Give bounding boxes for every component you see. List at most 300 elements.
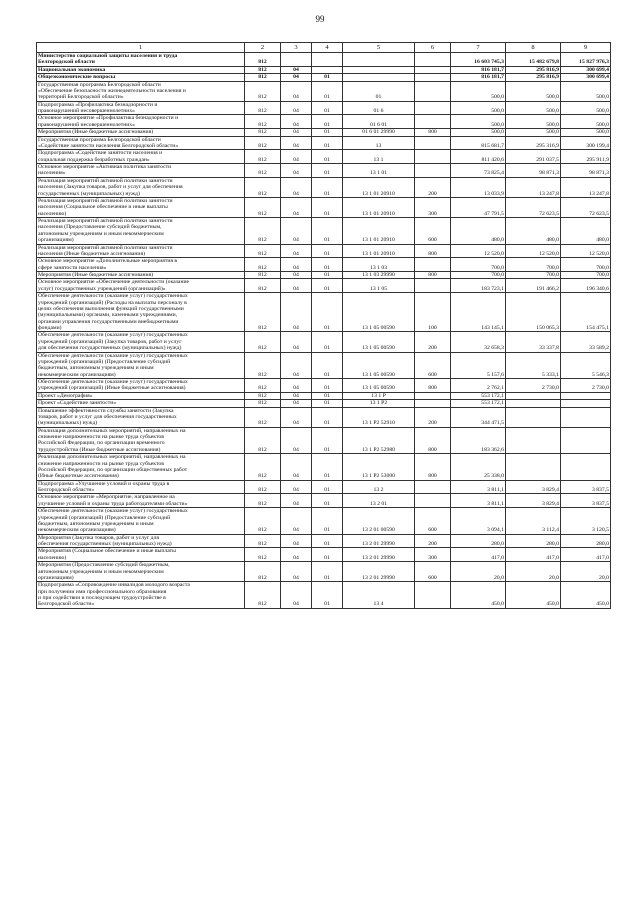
expense-type-code: 100 bbox=[415, 293, 451, 332]
amount-year-3: 15 827 976,3 bbox=[561, 53, 611, 67]
column-header: 6 bbox=[415, 43, 451, 53]
row-name: Мероприятия (Социальное обеспечение и иные выплаты населению) bbox=[37, 548, 245, 562]
amount-year-1: 20,0 bbox=[451, 562, 506, 582]
table-row bbox=[37, 115, 611, 129]
amount-year-1: 500,0 bbox=[451, 101, 506, 115]
admin-code: 812 bbox=[245, 129, 281, 136]
table-row bbox=[37, 379, 611, 393]
subsection-code: 01 bbox=[312, 150, 343, 164]
target-article-code bbox=[343, 66, 415, 73]
amount-year-2: 3 829,4 bbox=[506, 494, 561, 508]
section-code: 04 bbox=[281, 427, 312, 454]
amount-year-1: 13 033,9 bbox=[451, 177, 506, 197]
admin-code: 812 bbox=[245, 66, 281, 73]
section-code: 04 bbox=[281, 272, 312, 279]
table-row bbox=[37, 494, 611, 508]
admin-code: 812 bbox=[245, 392, 281, 399]
table-row bbox=[37, 480, 611, 494]
section-code: 04 bbox=[281, 400, 312, 407]
amount-year-2 bbox=[506, 427, 561, 454]
row-name: Обеспечение деятельности (оказание услуг) государственных учреждений (организаций) (Иные бюджетные ассигнования) bbox=[37, 379, 245, 393]
amount-year-2 bbox=[506, 400, 561, 407]
admin-code: 812 bbox=[245, 508, 281, 535]
admin-code: 812 bbox=[245, 244, 281, 258]
admin-code: 812 bbox=[245, 279, 281, 293]
row-name: Реализация дополнительных мероприятий, направленных на снижение напряженности на рынке труда субъектов Российской Федерации, по организации временного трудоустройства (Иные бюджетные ассигнования) bbox=[37, 427, 245, 454]
subsection-code: 01 bbox=[312, 454, 343, 481]
amount-year-2: 700,0 bbox=[506, 272, 561, 279]
amount-year-1: 2 762,1 bbox=[451, 379, 506, 393]
amount-year-1: 417,0 bbox=[451, 548, 506, 562]
amount-year-3 bbox=[561, 407, 611, 427]
table-row bbox=[37, 101, 611, 115]
expense-type-code: 800 bbox=[415, 244, 451, 258]
expense-type-code bbox=[415, 74, 451, 81]
row-name: Подпрограмма «Сопровождение инвалидов молодого возраста при получении ими профессионального образования и при содействии в последующем трудоустройстве в Белгородской области» bbox=[37, 582, 245, 609]
admin-code: 812 bbox=[245, 352, 281, 379]
amount-year-3 bbox=[561, 427, 611, 454]
table-row bbox=[37, 562, 611, 582]
section-code: 04 bbox=[281, 81, 312, 101]
target-article-code: 13 1 01 20910 bbox=[343, 218, 415, 245]
amount-year-1: 3 811,1 bbox=[451, 494, 506, 508]
admin-code: 812 bbox=[245, 197, 281, 217]
target-article-code: 13 1 05 00590 bbox=[343, 332, 415, 352]
table-row bbox=[37, 164, 611, 178]
row-name: Подпрограмма «Содействие занятости населения и социальная поддержка безработных граждан» bbox=[37, 150, 245, 164]
table-row bbox=[37, 177, 611, 197]
subsection-code: 01 bbox=[312, 293, 343, 332]
table-row bbox=[37, 279, 611, 293]
table-row bbox=[37, 400, 611, 407]
subsection-code: 01 bbox=[312, 177, 343, 197]
amount-year-2: 33 337,8 bbox=[506, 332, 561, 352]
amount-year-2: 20,0 bbox=[506, 562, 561, 582]
row-name: Мероприятия (Предоставление субсидий бюджетным, автономным учреждениям и иным некоммерческим организациям) bbox=[37, 562, 245, 582]
column-header: 8 bbox=[506, 43, 561, 53]
column-header: 7 bbox=[451, 43, 506, 53]
expense-type-code: 300 bbox=[415, 548, 451, 562]
amount-year-2 bbox=[506, 392, 561, 399]
subsection-code: 01 bbox=[312, 427, 343, 454]
amount-year-2: 13 247,8 bbox=[506, 177, 561, 197]
amount-year-1: 700,0 bbox=[451, 258, 506, 272]
target-article-code: 13 4 bbox=[343, 582, 415, 609]
amount-year-3: 154 475,1 bbox=[561, 293, 611, 332]
subsection-code bbox=[312, 53, 343, 67]
target-article-code: 13 1 05 00590 bbox=[343, 379, 415, 393]
target-article-code: 13 1 01 bbox=[343, 164, 415, 178]
target-article-code: 13 2 01 bbox=[343, 494, 415, 508]
expense-type-code bbox=[415, 164, 451, 178]
target-article-code: 13 1 05 00590 bbox=[343, 352, 415, 379]
admin-code: 812 bbox=[245, 74, 281, 81]
target-article-code: 13 1 P2 53000 bbox=[343, 454, 415, 481]
amount-year-3: 700,0 bbox=[561, 272, 611, 279]
amount-year-3: 450,0 bbox=[561, 582, 611, 609]
target-article-code: 01 bbox=[343, 81, 415, 101]
admin-code: 812 bbox=[245, 258, 281, 272]
admin-code: 812 bbox=[245, 218, 281, 245]
row-name: Мероприятия (Закупка товаров, работ и услуг для обеспечения государственных (муниципальных) нужд) bbox=[37, 534, 245, 548]
target-article-code bbox=[343, 74, 415, 81]
section-code: 04 bbox=[281, 129, 312, 136]
amount-year-2: 295 316,9 bbox=[506, 136, 561, 150]
column-header: 9 bbox=[561, 43, 611, 53]
expense-type-code bbox=[415, 150, 451, 164]
row-name: Реализация мероприятий активной политики занятости населения (Иные бюджетные ассигнования) bbox=[37, 244, 245, 258]
table-row bbox=[37, 407, 611, 427]
expense-type-code bbox=[415, 66, 451, 73]
amount-year-1: 3 094,1 bbox=[451, 508, 506, 535]
amount-year-2: 500,0 bbox=[506, 129, 561, 136]
amount-year-3: 3 120,5 bbox=[561, 508, 611, 535]
amount-year-1: 5 157,6 bbox=[451, 352, 506, 379]
subsection-code: 01 bbox=[312, 81, 343, 101]
admin-code: 812 bbox=[245, 293, 281, 332]
admin-code: 812 bbox=[245, 81, 281, 101]
amount-year-1: 3 811,1 bbox=[451, 480, 506, 494]
amount-year-1: 32 658,3 bbox=[451, 332, 506, 352]
amount-year-1: 344 471,5 bbox=[451, 407, 506, 427]
admin-code: 812 bbox=[245, 427, 281, 454]
amount-year-2: 15 482 679,8 bbox=[506, 53, 561, 67]
target-article-code: 13 bbox=[343, 136, 415, 150]
table-header-row bbox=[37, 43, 611, 53]
amount-year-1: 816 181,7 bbox=[451, 74, 506, 81]
target-article-code: 13 1 01 20910 bbox=[343, 244, 415, 258]
section-code: 04 bbox=[281, 279, 312, 293]
expense-type-code bbox=[415, 392, 451, 399]
amount-year-3 bbox=[561, 392, 611, 399]
target-article-code: 01 6 01 29990 bbox=[343, 129, 415, 136]
subsection-code: 01 bbox=[312, 332, 343, 352]
expense-type-code: 200 bbox=[415, 177, 451, 197]
row-name: Министерство социальной защиты населения и труда Белгородской области bbox=[37, 53, 245, 67]
amount-year-2: 3 829,4 bbox=[506, 480, 561, 494]
subsection-code: 01 bbox=[312, 392, 343, 399]
target-article-code: 13 1 03 bbox=[343, 258, 415, 272]
expense-type-code bbox=[415, 136, 451, 150]
section-code: 04 bbox=[281, 352, 312, 379]
expense-type-code bbox=[415, 400, 451, 407]
amount-year-3 bbox=[561, 400, 611, 407]
amount-year-3: 20,0 bbox=[561, 562, 611, 582]
target-article-code: 13 2 01 29990 bbox=[343, 548, 415, 562]
column-header: 2 bbox=[245, 43, 281, 53]
admin-code: 812 bbox=[245, 272, 281, 279]
table-row bbox=[37, 534, 611, 548]
table-row bbox=[37, 66, 611, 73]
admin-code: 812 bbox=[245, 494, 281, 508]
amount-year-3: 295 911,9 bbox=[561, 150, 611, 164]
subsection-code: 01 bbox=[312, 115, 343, 129]
table-row bbox=[37, 74, 611, 81]
expense-type-code: 800 bbox=[415, 454, 451, 481]
section-code: 04 bbox=[281, 582, 312, 609]
expense-type-code bbox=[415, 279, 451, 293]
amount-year-2: 150 065,3 bbox=[506, 293, 561, 332]
section-code bbox=[281, 53, 312, 67]
amount-year-3: 480,0 bbox=[561, 218, 611, 245]
admin-code: 812 bbox=[245, 115, 281, 129]
amount-year-2: 500,0 bbox=[506, 101, 561, 115]
amount-year-3: 500,0 bbox=[561, 101, 611, 115]
row-name: Реализация мероприятий активной политики занятости населения (Закупка товаров, работ и услуг для обеспечения государственных (муниципальных) нужд) bbox=[37, 177, 245, 197]
section-code: 04 bbox=[281, 74, 312, 81]
admin-code: 812 bbox=[245, 407, 281, 427]
amount-year-1: 183 362,6 bbox=[451, 427, 506, 454]
section-code: 04 bbox=[281, 164, 312, 178]
amount-year-2: 12 520,0 bbox=[506, 244, 561, 258]
admin-code: 812 bbox=[245, 480, 281, 494]
subsection-code: 01 bbox=[312, 218, 343, 245]
row-name: Основное мероприятие «Дополнительные мероприятия в сфере занятости населения» bbox=[37, 258, 245, 272]
admin-code: 812 bbox=[245, 400, 281, 407]
amount-year-2: 500,0 bbox=[506, 115, 561, 129]
amount-year-2: 480,0 bbox=[506, 218, 561, 245]
subsection-code: 01 bbox=[312, 101, 343, 115]
amount-year-3: 280,0 bbox=[561, 534, 611, 548]
section-code: 04 bbox=[281, 562, 312, 582]
amount-year-3: 300 699,4 bbox=[561, 66, 611, 73]
target-article-code: 13 2 01 00590 bbox=[343, 508, 415, 535]
admin-code: 812 bbox=[245, 454, 281, 481]
admin-code: 812 bbox=[245, 534, 281, 548]
amount-year-2: 700,0 bbox=[506, 258, 561, 272]
expense-type-code bbox=[415, 494, 451, 508]
expense-type-code bbox=[415, 81, 451, 101]
expense-type-code: 200 bbox=[415, 407, 451, 427]
target-article-code: 13 2 01 29990 bbox=[343, 534, 415, 548]
amount-year-2: 98 871,3 bbox=[506, 164, 561, 178]
section-code: 04 bbox=[281, 244, 312, 258]
expense-type-code bbox=[415, 582, 451, 609]
subsection-code: 01 bbox=[312, 74, 343, 81]
amount-year-2: 2 730,0 bbox=[506, 379, 561, 393]
amount-year-1: 450,0 bbox=[451, 582, 506, 609]
target-article-code bbox=[343, 53, 415, 67]
section-code: 04 bbox=[281, 332, 312, 352]
expense-type-code bbox=[415, 115, 451, 129]
table-row bbox=[37, 392, 611, 399]
subsection-code: 01 bbox=[312, 494, 343, 508]
section-code: 04 bbox=[281, 392, 312, 399]
row-name: Реализация дополнительных мероприятий, направленных на снижение напряженности на рынке труда субъектов Российской Федерации, по организации общественных работ (Иные бюджетные ассигнования) bbox=[37, 454, 245, 481]
table-row bbox=[37, 81, 611, 101]
target-article-code: 13 1 P bbox=[343, 392, 415, 399]
amount-year-1: 73 825,4 bbox=[451, 164, 506, 178]
target-article-code: 13 1 05 00590 bbox=[343, 293, 415, 332]
row-name: Государственная программа Белгородской области «Содействие занятости населения Белгородской области» bbox=[37, 136, 245, 150]
target-article-code: 13 1 05 bbox=[343, 279, 415, 293]
column-header: 5 bbox=[343, 43, 415, 53]
amount-year-2: 295 816,9 bbox=[506, 66, 561, 73]
admin-code: 812 bbox=[245, 177, 281, 197]
target-article-code: 01 6 01 bbox=[343, 115, 415, 129]
table-row bbox=[37, 197, 611, 217]
expense-type-code: 800 bbox=[415, 427, 451, 454]
subsection-code: 01 bbox=[312, 244, 343, 258]
subsection-code: 01 bbox=[312, 379, 343, 393]
row-name: Реализация мероприятий активной политики занятости населения (Социальное обеспечение и иные выплаты населению) bbox=[37, 197, 245, 217]
target-article-code: 13 1 P2 bbox=[343, 400, 415, 407]
expense-type-code bbox=[415, 258, 451, 272]
amount-year-1: 47 791,5 bbox=[451, 197, 506, 217]
table-row bbox=[37, 293, 611, 332]
amount-year-1: 25 338,0 bbox=[451, 454, 506, 481]
admin-code: 812 bbox=[245, 548, 281, 562]
amount-year-1: 700,0 bbox=[451, 272, 506, 279]
row-name: Обеспечение деятельности (оказание услуг) государственных учреждений (организаций) (Предоставление субсидий бюджетным, автономным учреждениям и иным некоммерческим организациям) bbox=[37, 508, 245, 535]
table-row bbox=[37, 508, 611, 535]
amount-year-1: 500,0 bbox=[451, 115, 506, 129]
row-name: Подпрограмма «Улучшение условий и охраны труда в Белгородской области» bbox=[37, 480, 245, 494]
subsection-code: 01 bbox=[312, 407, 343, 427]
table-row bbox=[37, 272, 611, 279]
amount-year-3: 700,0 bbox=[561, 258, 611, 272]
expense-type-code: 300 bbox=[415, 197, 451, 217]
target-article-code: 13 1 P2 52980 bbox=[343, 427, 415, 454]
amount-year-3: 98 871,3 bbox=[561, 164, 611, 178]
amount-year-1: 12 520,0 bbox=[451, 244, 506, 258]
amount-year-3 bbox=[561, 454, 611, 481]
row-name: Обеспечение деятельности (оказание услуг) государственных учреждений (организаций) (Расходы на выплаты персоналу в целях обеспечения выполнения функций государственными (муниципальными) органами, казенными учреждениями, органами управления государственными внебюджетными фондами) bbox=[37, 293, 245, 332]
expense-type-code bbox=[415, 480, 451, 494]
target-article-code: 13 1 P2 52910 bbox=[343, 407, 415, 427]
section-code: 04 bbox=[281, 136, 312, 150]
expense-type-code: 800 bbox=[415, 272, 451, 279]
section-code: 04 bbox=[281, 150, 312, 164]
amount-year-3: 33 589,2 bbox=[561, 332, 611, 352]
amount-year-3: 3 837,5 bbox=[561, 480, 611, 494]
amount-year-3: 500,0 bbox=[561, 81, 611, 101]
column-header: 1 bbox=[37, 43, 245, 53]
row-name: Основное мероприятие «Активная политика занятости населения» bbox=[37, 164, 245, 178]
subsection-code: 01 bbox=[312, 562, 343, 582]
amount-year-3: 500,0 bbox=[561, 129, 611, 136]
amount-year-1: 553 172,1 bbox=[451, 392, 506, 399]
amount-year-2: 72 623,5 bbox=[506, 197, 561, 217]
target-article-code: 13 1 01 20910 bbox=[343, 177, 415, 197]
target-article-code: 13 1 01 20910 bbox=[343, 197, 415, 217]
subsection-code: 01 bbox=[312, 534, 343, 548]
table-body bbox=[37, 53, 611, 609]
row-name: Повышение эффективности службы занятости (Закупка товаров, работ и услуг для обеспечения государственных (муниципальных) нужд) bbox=[37, 407, 245, 427]
section-code: 04 bbox=[281, 454, 312, 481]
section-code: 04 bbox=[281, 508, 312, 535]
amount-year-1: 500,0 bbox=[451, 129, 506, 136]
expense-type-code bbox=[415, 101, 451, 115]
amount-year-3: 5 546,3 bbox=[561, 352, 611, 379]
section-code: 04 bbox=[281, 101, 312, 115]
subsection-code: 01 bbox=[312, 129, 343, 136]
row-name: Проект «Демография» bbox=[37, 392, 245, 399]
amount-year-2: 450,0 bbox=[506, 582, 561, 609]
subsection-code: 01 bbox=[312, 548, 343, 562]
admin-code: 812 bbox=[245, 136, 281, 150]
budget-table bbox=[36, 42, 611, 609]
admin-code: 812 bbox=[245, 53, 281, 67]
amount-year-1: 480,0 bbox=[451, 218, 506, 245]
table-row bbox=[37, 53, 611, 67]
admin-code: 812 bbox=[245, 332, 281, 352]
amount-year-2: 500,0 bbox=[506, 81, 561, 101]
table-row bbox=[37, 352, 611, 379]
section-code: 04 bbox=[281, 494, 312, 508]
expense-type-code: 600 bbox=[415, 562, 451, 582]
expense-type-code: 600 bbox=[415, 218, 451, 245]
row-name: Обеспечение деятельности (оказание услуг) государственных учреждений (организаций) (Предоставление субсидий бюджетным, автономным учреждениям и иным некоммерческим организациям) bbox=[37, 352, 245, 379]
expense-type-code: 200 bbox=[415, 332, 451, 352]
target-article-code: 13 1 bbox=[343, 150, 415, 164]
row-name: Общеэкономические вопросы bbox=[37, 74, 245, 81]
row-name: Основное мероприятие «Мероприятие, направленное на улучшение условий и охраны труда работодателями области» bbox=[37, 494, 245, 508]
column-header: 4 bbox=[312, 43, 343, 53]
target-article-code: 13 2 bbox=[343, 480, 415, 494]
row-name: Государственная программа Белгородской области «Обеспечение безопасности жизнедеятельности населения и территорий Белгородской области» bbox=[37, 81, 245, 101]
amount-year-2: 417,0 bbox=[506, 548, 561, 562]
amount-year-3: 500,0 bbox=[561, 115, 611, 129]
subsection-code: 01 bbox=[312, 582, 343, 609]
admin-code: 812 bbox=[245, 582, 281, 609]
admin-code: 812 bbox=[245, 101, 281, 115]
admin-code: 812 bbox=[245, 150, 281, 164]
section-code: 04 bbox=[281, 218, 312, 245]
amount-year-2: 291 037,5 bbox=[506, 150, 561, 164]
section-code: 04 bbox=[281, 66, 312, 73]
table-row bbox=[37, 218, 611, 245]
section-code: 04 bbox=[281, 480, 312, 494]
section-code: 04 bbox=[281, 293, 312, 332]
amount-year-3: 3 837,5 bbox=[561, 494, 611, 508]
amount-year-1: 811 420,6 bbox=[451, 150, 506, 164]
amount-year-3: 13 247,8 bbox=[561, 177, 611, 197]
section-code: 04 bbox=[281, 379, 312, 393]
subsection-code: 01 bbox=[312, 480, 343, 494]
section-code: 04 bbox=[281, 534, 312, 548]
row-name: Обеспечение деятельности (оказание услуг) государственных учреждений (организаций) (Закупка товаров, работ и услуг для обеспечения государственных (муниципальных) нужд) bbox=[37, 332, 245, 352]
subsection-code: 01 bbox=[312, 400, 343, 407]
table-row bbox=[37, 582, 611, 609]
section-code: 04 bbox=[281, 197, 312, 217]
amount-year-1: 280,0 bbox=[451, 534, 506, 548]
amount-year-1: 16 603 745,3 bbox=[451, 53, 506, 67]
table-row bbox=[37, 150, 611, 164]
expense-type-code: 200 bbox=[415, 534, 451, 548]
expense-type-code: 800 bbox=[415, 379, 451, 393]
amount-year-1: 553 172,1 bbox=[451, 400, 506, 407]
admin-code: 812 bbox=[245, 379, 281, 393]
amount-year-2: 280,0 bbox=[506, 534, 561, 548]
page-number: 99 bbox=[315, 14, 325, 24]
amount-year-2: 191 466,2 bbox=[506, 279, 561, 293]
amount-year-1: 815 681,7 bbox=[451, 136, 506, 150]
row-name: Основное мероприятие «Профилактика безнадзорности и правонарушений несовершеннолетних» bbox=[37, 115, 245, 129]
row-name: Проект «Содействие занятости» bbox=[37, 400, 245, 407]
table-row bbox=[37, 136, 611, 150]
expense-type-code: 800 bbox=[415, 129, 451, 136]
table-row bbox=[37, 427, 611, 454]
row-name: Основное мероприятие «Обеспечение деятельности (оказание услуг) государственных учреждений (организаций)» bbox=[37, 279, 245, 293]
amount-year-2 bbox=[506, 454, 561, 481]
target-article-code: 01 6 bbox=[343, 101, 415, 115]
amount-year-2: 5 333,1 bbox=[506, 352, 561, 379]
amount-year-1: 500,0 bbox=[451, 81, 506, 101]
subsection-code: 01 bbox=[312, 258, 343, 272]
admin-code: 812 bbox=[245, 562, 281, 582]
amount-year-1: 183 723,1 bbox=[451, 279, 506, 293]
